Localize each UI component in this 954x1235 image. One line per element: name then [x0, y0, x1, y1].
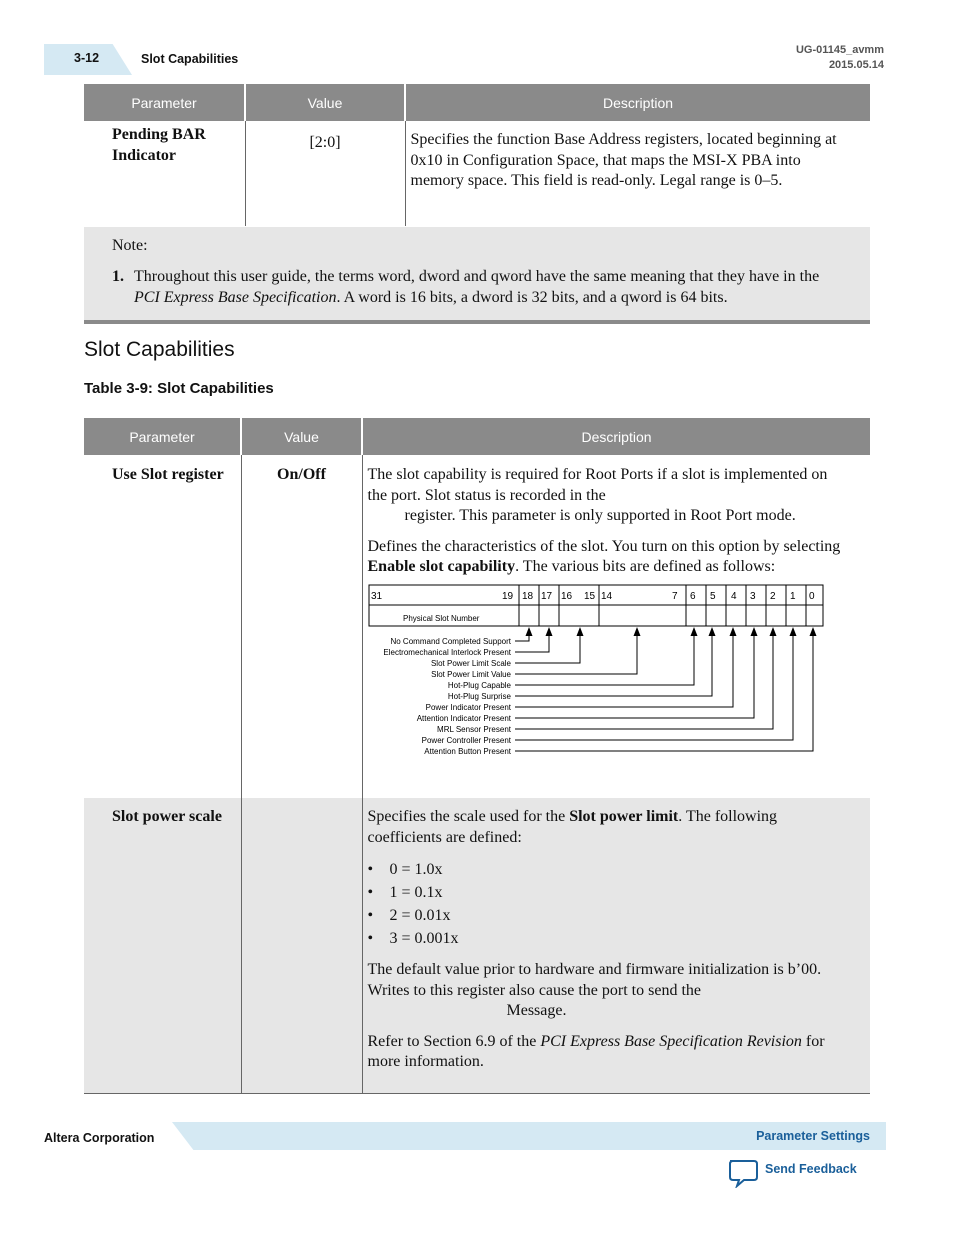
option-name: Enable slot capability — [367, 558, 516, 575]
param-description: Specifies the function Base Address registers, located beginning at 0x10 in Configuration Space, that maps the MSI-X PBA into memory space. This field is read-only. Legal range is 0–5. — [405, 121, 870, 226]
note-text — [134, 267, 842, 308]
desc-paragraph — [368, 960, 847, 1022]
table-caption: Table 3-9: Slot Capabilities — [84, 380, 274, 397]
note-number: 1. — [112, 268, 124, 285]
note-label: Note: — [112, 237, 148, 254]
bit-label: 4 — [730, 590, 737, 602]
send-feedback-link[interactable]: Send Feedback — [765, 1162, 857, 1176]
bit-label: 14 — [600, 590, 612, 602]
bit-label: 19 — [501, 590, 513, 602]
list-item: • 0 = 1.0x — [390, 858, 847, 881]
register-field-label: Power Indicator Present — [425, 702, 511, 712]
param-value: [2:0] — [245, 121, 405, 226]
table-header-row — [84, 418, 870, 455]
desc-paragraph — [368, 537, 847, 578]
table-bottom-rule — [84, 1093, 870, 1094]
register-field-arrow — [633, 627, 640, 636]
note-text-part: Throughout this user guide, the terms word, dword and qword have the same meaning that they have in the — [134, 268, 820, 285]
bit-label: 1 — [789, 590, 796, 602]
register-field-arrow — [750, 627, 757, 636]
note-item — [112, 267, 842, 308]
param-description — [362, 455, 870, 798]
list-item: • 1 = 0.1x — [390, 881, 847, 904]
bit-label: 3 — [749, 590, 756, 602]
register-field-leader — [515, 632, 773, 729]
param-description — [362, 798, 870, 1093]
register-field-arrow — [545, 627, 552, 636]
table-row — [84, 121, 870, 226]
desc-text: for more information. — [367, 1032, 825, 1070]
note-spec-reference: PCI Express Base Specification — [134, 288, 337, 306]
bit-label: 0 — [808, 590, 815, 602]
param-value: On/Off — [241, 455, 362, 798]
bit-label: 6 — [689, 590, 696, 602]
col-header-description: Description — [362, 418, 870, 455]
register-field-arrow — [576, 627, 583, 636]
col-header-value: Value — [245, 84, 405, 121]
register-field-label: Attention Indicator Present — [416, 713, 511, 723]
register-field-leader — [515, 632, 637, 674]
register-field-label: MRL Sensor Present — [436, 724, 511, 734]
doc-id: UG-01145_avmm — [795, 44, 884, 56]
register-field-label: Hot-Plug Capable — [447, 680, 511, 690]
param-value — [241, 798, 362, 1093]
register-field-label: Attention Button Present — [423, 746, 511, 756]
register-field-arrow — [690, 627, 697, 636]
parameter-table-continued — [84, 84, 870, 226]
desc-text: Defines the characteristics of the slot. You turn on this option by selecting — [367, 537, 841, 555]
param-name: Use Slot register — [112, 466, 224, 483]
footer-section-link[interactable]: Parameter Settings — [756, 1129, 870, 1143]
page-number: 3-12 — [74, 51, 100, 65]
desc-text: The default value prior to hardware and firmware initialization is b’00. Writes to this register also cause the port to send the — [367, 961, 822, 999]
register-field-label: Slot Power Limit Value — [430, 669, 511, 679]
desc-text: register. This parameter is only supported in Root Port mode. — [404, 507, 796, 524]
list-item: • 3 = 0.001x — [390, 927, 847, 950]
bit-label: 16 — [560, 590, 572, 602]
list-item: • 2 = 0.01x — [390, 904, 847, 927]
register-field-label: Slot Power Limit Scale — [430, 658, 511, 668]
col-header-parameter: Parameter — [84, 418, 241, 455]
footer-company: Altera Corporation — [44, 1131, 155, 1145]
bit-label: 7 — [671, 590, 678, 602]
field-label-physical-slot-number: Physical Slot Number — [402, 613, 479, 623]
coefficient-list — [368, 858, 847, 950]
desc-paragraph — [368, 1032, 847, 1073]
header-section-title: Slot Capabilities — [141, 52, 239, 66]
register-field-leader — [515, 632, 694, 685]
desc-text: The slot capability is required for Root Ports if a slot is implemented on the port. Slot status is recorded in the — [367, 466, 828, 504]
table-note — [84, 227, 870, 324]
header-doc-info — [796, 43, 884, 73]
register-field-arrow — [525, 627, 532, 636]
register-field-leader — [515, 632, 580, 663]
table-row — [84, 455, 870, 798]
doc-date: 2015.05.14 — [828, 59, 884, 71]
register-field-label: No Command Completed Support — [389, 636, 511, 646]
register-field-arrow — [809, 627, 816, 636]
desc-text: . The various bits are defined as follows: — [515, 558, 776, 575]
bit-label: 5 — [709, 590, 716, 602]
register-field-leader — [515, 632, 712, 696]
register-field-label: Hot-Plug Surprise — [447, 691, 511, 701]
register-field-arrow — [769, 627, 776, 636]
bit-label: 2 — [769, 590, 776, 602]
desc-text: Specifies the scale used for the — [367, 808, 570, 825]
register-field-leader — [515, 632, 813, 751]
bit-label: 18 — [521, 590, 533, 602]
register-field-leader — [515, 632, 754, 718]
col-header-description: Description — [405, 84, 870, 121]
bit-label: 15 — [583, 590, 595, 602]
bit-label: 31 — [370, 590, 382, 602]
rule-cell — [84, 1093, 870, 1094]
register-field-arrow — [708, 627, 715, 636]
desc-paragraph — [368, 465, 847, 527]
col-header-value: Value — [241, 418, 362, 455]
param-name: Pending BAR Indicator — [112, 126, 206, 164]
bit-label: 17 — [540, 590, 552, 602]
slot-capabilities-register-diagram — [368, 584, 828, 756]
param-name: Slot power scale — [112, 808, 222, 825]
col-header-parameter: Parameter — [84, 84, 245, 121]
register-field-arrow — [729, 627, 736, 636]
table-header-row — [84, 84, 870, 121]
desc-text: Message. — [506, 1002, 567, 1019]
register-field-arrow — [789, 627, 796, 636]
register-field-leader — [515, 632, 793, 740]
slot-capabilities-table — [84, 418, 870, 1094]
spec-reference: PCI Express Base Specification Revision — [540, 1032, 802, 1050]
section-heading: Slot Capabilities — [84, 338, 235, 361]
desc-text: Refer to Section 6.9 of the — [367, 1032, 541, 1050]
register-field-label: Power Controller Present — [421, 735, 511, 745]
note-text-part: . A word is 16 bits, a dword is 32 bits, and a qword is 64 bits. — [336, 288, 728, 306]
table-row — [84, 798, 870, 1093]
desc-paragraph — [368, 807, 847, 848]
field-name: Slot power limit — [569, 808, 679, 825]
desc-text: . The following coefficients are defined: — [367, 808, 778, 846]
register-field-label: Electromechanical Interlock Present — [382, 647, 511, 657]
